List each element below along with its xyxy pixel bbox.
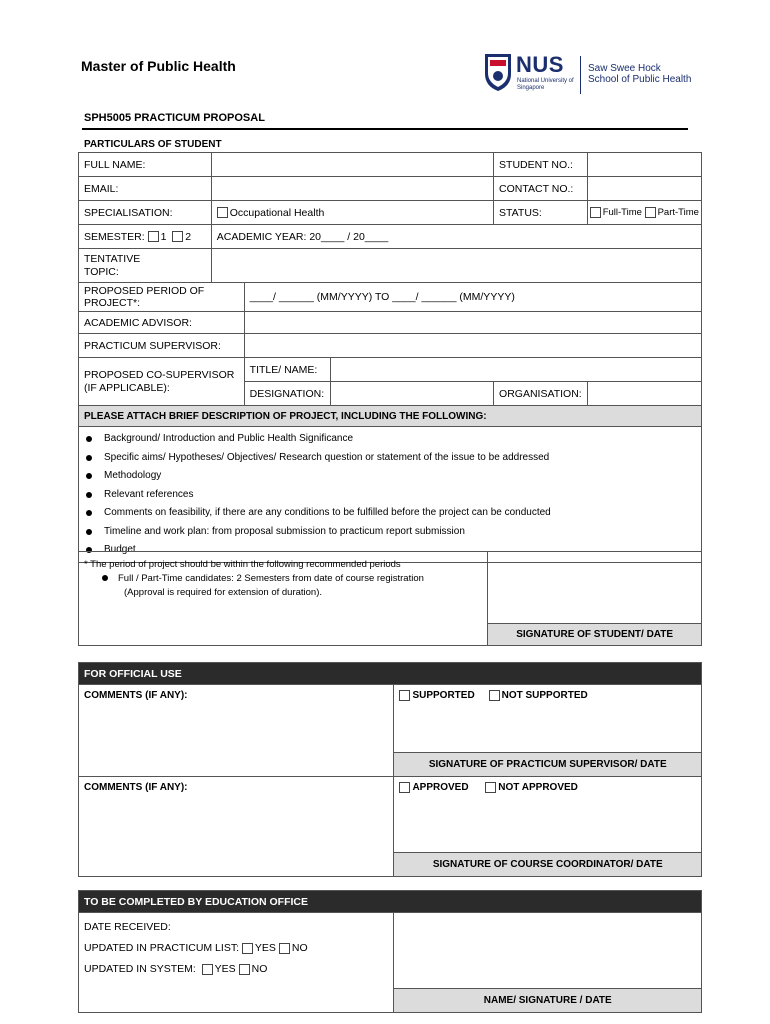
title-rule (82, 128, 688, 130)
approval-options: APPROVED NOT APPROVED (394, 777, 702, 853)
full-name-field[interactable] (211, 153, 493, 177)
list-item: Comments on feasibility, if there are any conditions to be fulfilled before the project can be conducted (79, 504, 701, 523)
topic-field[interactable] (211, 249, 701, 283)
education-signature-label: NAME/ SIGNATURE / DATE (394, 989, 702, 1013)
particulars-table (78, 152, 702, 563)
title-name-field[interactable] (330, 358, 701, 382)
particulars-heading: PARTICULARS OF STUDENT (84, 139, 222, 150)
support-options: SUPPORTED NOT SUPPORTED (394, 685, 702, 753)
student-no-field[interactable] (587, 153, 701, 177)
organisation-field[interactable] (587, 382, 701, 406)
approved-checkbox[interactable] (399, 782, 410, 793)
student-signature-label: SIGNATURE OF STUDENT/ DATE (488, 624, 702, 646)
note-table (78, 551, 702, 646)
comments2-field[interactable]: COMMENTS (IF ANY): (79, 777, 394, 877)
full-name-label: FULL NAME: (79, 153, 212, 177)
title-name-label: TITLE/ NAME: (244, 358, 330, 382)
education-fields (79, 913, 394, 1013)
list-item: Timeline and work plan: from proposal submission to practicum report submission (79, 523, 701, 542)
specialisation-field: Occupational Health (211, 201, 493, 225)
nus-logo-subtitle: National University of Singapore (517, 78, 574, 91)
nus-logo-text: NUS (516, 52, 564, 77)
topic-label: TENTATIVE TOPIC: (79, 249, 212, 283)
contact-no-label: CONTACT NO.: (494, 177, 588, 201)
academic-year-field[interactable]: ACADEMIC YEAR: 20____ / 20____ (211, 225, 701, 249)
list-item: Relevant references (79, 486, 701, 505)
designation-label: DESIGNATION: (244, 382, 330, 406)
specialisation-label: SPECIALISATION: (79, 201, 212, 225)
academic-advisor-label: ACADEMIC ADVISOR: (79, 312, 245, 334)
updated-system-row: UPDATED IN SYSTEM: YES NO (84, 963, 268, 975)
school-name: Saw Swee Hock School of Public Health (588, 63, 692, 85)
coordinator-signature-label: SIGNATURE OF COURSE COORDINATOR/ DATE (394, 853, 702, 877)
not-approved-checkbox[interactable] (485, 782, 496, 793)
student-no-label: STUDENT NO.: (494, 153, 588, 177)
semester-field: SEMESTER: 1 2 (79, 225, 212, 249)
sem1-checkbox[interactable] (148, 231, 159, 242)
organisation-label: ORGANISATION: (494, 382, 588, 406)
list-item: Specific aims/ Hypotheses/ Objectives/ Research question or statement of the issue to be addressed (79, 449, 701, 468)
education-table (78, 890, 702, 1013)
list-no-checkbox[interactable] (279, 943, 290, 954)
date-received-label: DATE RECEIVED: (84, 921, 171, 933)
list-item: Budget (79, 541, 701, 560)
contact-no-field[interactable] (587, 177, 701, 201)
system-yes-checkbox[interactable] (202, 964, 213, 975)
system-no-checkbox[interactable] (239, 964, 250, 975)
comments1-field[interactable]: COMMENTS (IF ANY): (79, 685, 394, 777)
practicum-supervisor-field[interactable] (244, 334, 701, 358)
supervisor-signature-label: SIGNATURE OF PRACTICUM SUPERVISOR/ DATE (394, 753, 702, 777)
list-yes-checkbox[interactable] (242, 943, 253, 954)
list-item: Background/ Introduction and Public Health Significance (79, 430, 701, 449)
education-signature-field[interactable] (394, 913, 702, 989)
period-field[interactable]: ____/ ______ (MM/YYYY) TO ____/ ______ (MM/YYYY) (244, 283, 701, 312)
practicum-supervisor-label: PRACTICUM SUPERVISOR: (79, 334, 245, 358)
status-field: Full-Time Part-Time (587, 201, 701, 225)
occ-health-checkbox[interactable] (217, 207, 228, 218)
part-time-checkbox[interactable] (645, 207, 656, 218)
nus-crest-icon (483, 52, 513, 92)
designation-field[interactable] (330, 382, 494, 406)
attach-heading: PLEASE ATTACH BRIEF DESCRIPTION OF PROJECT, INCLUDING THE FOLLOWING: (79, 406, 702, 427)
attach-list (79, 430, 701, 560)
student-signature-field[interactable] (488, 552, 702, 624)
email-field[interactable] (211, 177, 493, 201)
period-note: * The period of project should be within the following recommended periods Full / Part-Time candidates: 2 Semesters from date of course registration (Approval is required for extension of duration). (79, 552, 488, 646)
form-title: SPH5005 PRACTICUM PROPOSAL (84, 112, 265, 124)
list-item: Methodology (79, 467, 701, 486)
supported-checkbox[interactable] (399, 690, 410, 701)
academic-advisor-field[interactable] (244, 312, 701, 334)
status-label: STATUS: (494, 201, 588, 225)
page-title: Master of Public Health (81, 58, 236, 74)
official-heading: FOR OFFICIAL USE (79, 663, 702, 685)
period-label: PROPOSED PERIOD OF PROJECT*: (79, 283, 245, 312)
bullet-icon (102, 575, 108, 581)
full-time-checkbox[interactable] (590, 207, 601, 218)
education-heading: TO BE COMPLETED BY EDUCATION OFFICE (79, 891, 702, 913)
email-label: EMAIL: (79, 177, 212, 201)
updated-list-row: UPDATED IN PRACTICUM LIST: YES NO (84, 942, 308, 954)
not-supported-checkbox[interactable] (489, 690, 500, 701)
co-supervisor-label: PROPOSED CO-SUPERVISOR (IF APPLICABLE): (79, 358, 245, 406)
logo-divider (580, 56, 581, 94)
attach-list-cell (79, 427, 702, 563)
sem2-checkbox[interactable] (172, 231, 183, 242)
official-table (78, 662, 702, 877)
